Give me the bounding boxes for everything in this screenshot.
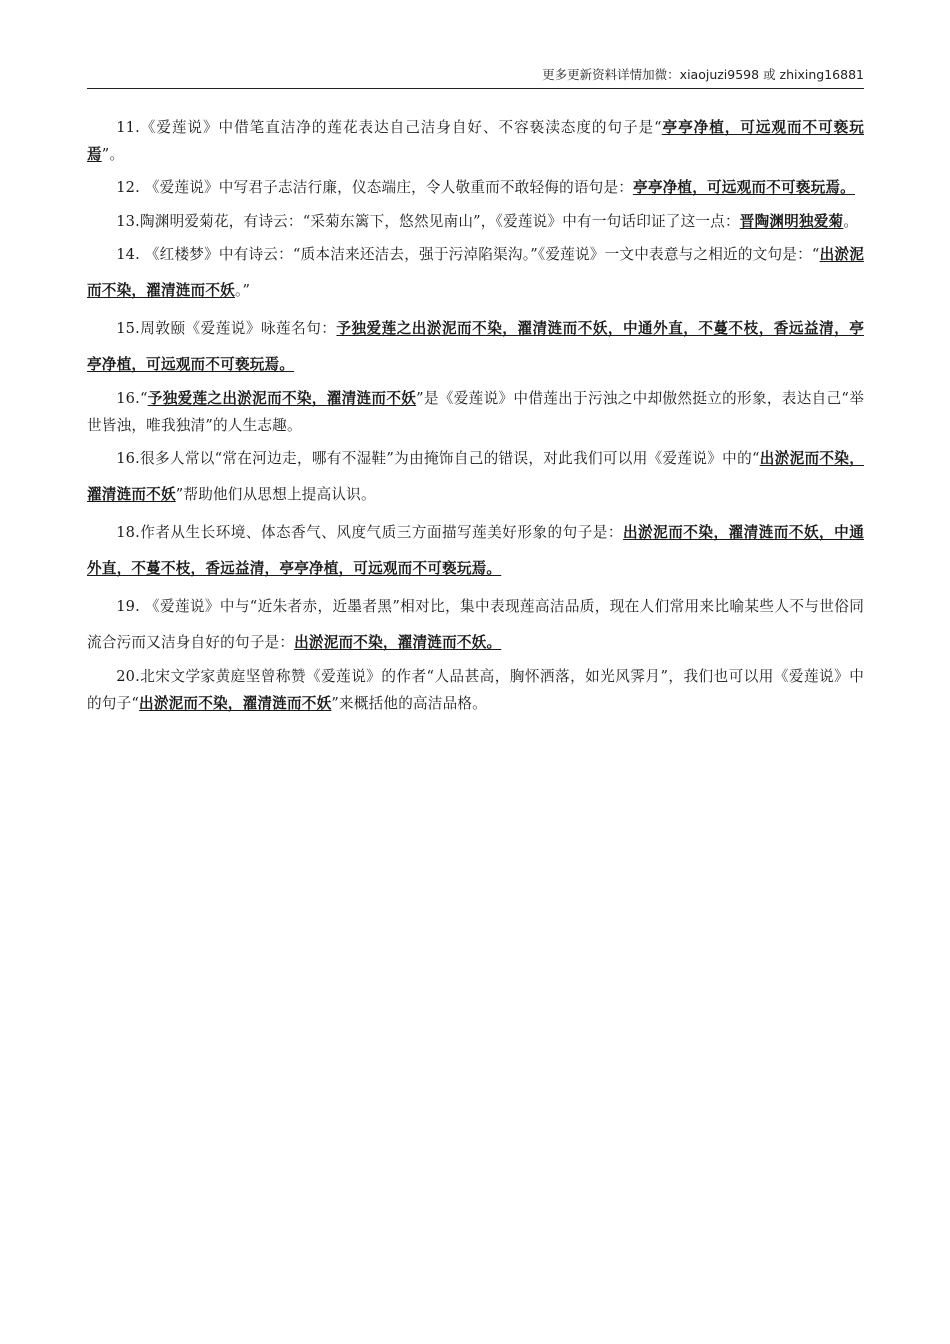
list-item — [87, 114, 864, 168]
question-text: 12. 《爱莲说》中写君子志洁行廉，仪态端庄，令人敬重而不敢轻侮的语句是： — [116, 179, 634, 196]
answer-text: 亭亭净植，可远观而不可亵玩焉。 — [633, 179, 855, 196]
list-item — [87, 441, 864, 513]
question-tail: ”帮助他们从思想上提高认识。 — [175, 486, 376, 503]
question-text: 16.很多人常以“常在河边走，哪有不湿鞋”为由掩饰自己的错误，对此我们可以用《爱莲说》中的“ — [116, 450, 760, 467]
list-item — [87, 385, 864, 439]
page-header: 更多更新资料详情加微：xiaojuzi9598 或 zhixing16881 — [87, 64, 864, 89]
question-tail: ”是《爱莲说》中借莲出于污浊之中却傲然挺立的形象，表达自己“举世皆浊，唯我独清”的人生志趣。 — [87, 390, 864, 434]
answer-text: 亭亭净植，可远观而不可亵玩焉 — [87, 119, 864, 163]
answer-text: 予独爱莲之出淤泥而不染，濯清涟而不妖 — [147, 390, 417, 407]
list-item — [87, 663, 864, 717]
question-text: 19. 《爱莲说》中与“近朱者赤，近墨者黑”相对比，集中表现莲高洁品质，现在人们常用来比喻某些人不与世俗同流合污而又洁身自好的句子是： — [87, 598, 864, 651]
question-tail: 。 — [843, 213, 859, 230]
question-text: 20.北宋文学家黄庭坚曾称赞《爱莲说》的作者“人品甚高，胸怀洒落，如光风霁月”，我们也可以用《爱莲说》中的句子“ — [87, 668, 864, 712]
question-tail: ”。 — [101, 146, 125, 163]
question-text: 18.作者从生长环境、体态香气、风度气质三方面描写莲美好形象的句子是： — [116, 524, 623, 541]
document-body — [87, 114, 864, 719]
question-text: 15.周敦颐《爱莲说》咏莲名句： — [116, 320, 337, 337]
answer-text: 予独爱莲之出淤泥而不染，濯清涟而不妖，中通外直，不蔓不枝，香远益清，亭亭净植，可远观而不可亵玩焉。 — [87, 320, 864, 373]
list-item — [87, 311, 864, 383]
question-tail: 。” — [234, 282, 251, 299]
question-text: 11.《爱莲说》中借笔直洁净的莲花表达自己洁身自好、不容亵渎态度的句子是“ — [116, 119, 662, 136]
answer-text: 晋陶渊明独爱菊 — [739, 213, 844, 230]
answer-text: 出淤泥而不染，濯清涟而不妖。 — [294, 634, 502, 651]
list-item — [87, 515, 864, 587]
answer-text: 出淤泥而不染，濯清涟而不妖，中通外直，不蔓不枝，香远益清，亭亭净植，可远观而不可亵玩焉。 — [87, 524, 864, 577]
answer-text: 出淤泥而不染，濯清涟而不妖 — [139, 695, 332, 712]
question-text: 13.陶渊明爱菊花，有诗云：“采菊东篱下，悠然见南山”，《爱莲说》中有一句话印证了这一点： — [116, 213, 740, 230]
question-text: 16.“ — [116, 390, 148, 407]
answer-text: 出淤泥而不染，濯清涟而不妖 — [87, 450, 864, 503]
list-item — [87, 589, 864, 661]
list-item — [87, 170, 864, 206]
list-item — [87, 237, 864, 309]
question-text: 14. 《红楼梦》中有诗云：“质本洁来还洁去，强于污淖陷渠沟。”《爱莲说》一文中表意与之相近的文句是：“ — [116, 246, 820, 263]
question-tail: ”来概括他的高洁品格。 — [331, 695, 487, 712]
list-item — [87, 208, 864, 235]
answer-text: 出淤泥而不染，濯清涟而不妖 — [87, 246, 864, 299]
